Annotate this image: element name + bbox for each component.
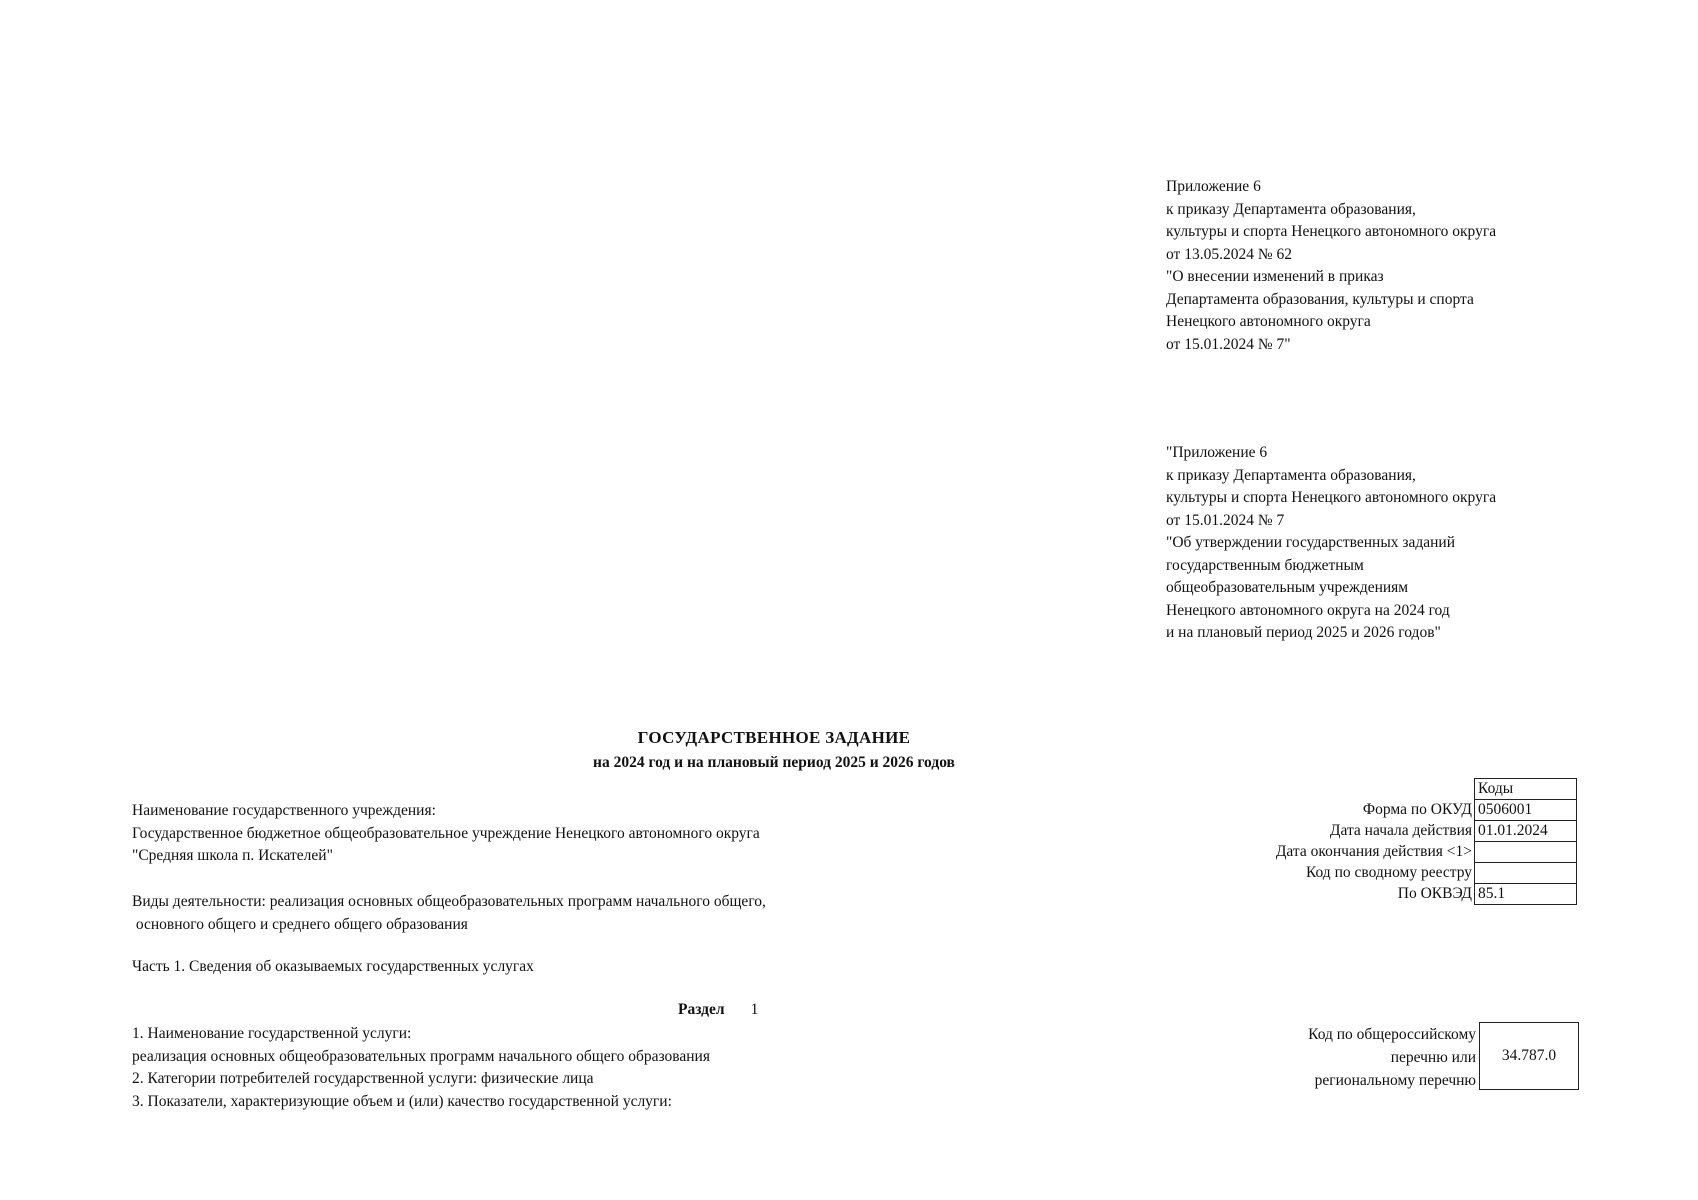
appendix-line: "Приложение 6 bbox=[1166, 444, 1268, 461]
appendix-line: общеобразовательным учреждениям bbox=[1166, 579, 1409, 596]
activities-block bbox=[132, 891, 766, 936]
institution-name: Государственное бюджетное общеобразовательное учреждение Ненецкого автономного округа bbox=[132, 824, 760, 842]
appendix-line: к приказу Департамента образования, bbox=[1166, 466, 1416, 484]
code-label: Дата окончания действия <1> bbox=[1275, 843, 1472, 860]
document-title: ГОСУДАРСТВЕННОЕ ЗАДАНИЕ bbox=[637, 728, 911, 747]
code-value: 85.1 bbox=[1475, 884, 1577, 905]
appendix-line: к приказу Департамента образования, bbox=[1166, 200, 1416, 218]
registry-code: 34.787.0 bbox=[1501, 1047, 1557, 1064]
appendix-line: культуры и спорта Ненецкого автономного округа bbox=[1166, 223, 1497, 240]
institution-block bbox=[132, 800, 760, 868]
appendix-line: "Об утверждении государственных заданий bbox=[1166, 534, 1456, 551]
institution-name-cont: "Средняя школа п. Искателей" bbox=[132, 847, 333, 864]
code-label: По ОКВЭД bbox=[1397, 885, 1472, 902]
code-label: Дата начала действия bbox=[1329, 822, 1472, 839]
appendix-line: и на плановый период 2025 и 2026 годов" bbox=[1166, 624, 1441, 641]
codes-table bbox=[1110, 778, 1577, 905]
section-number: 1 bbox=[750, 1001, 759, 1018]
code-row bbox=[1110, 821, 1577, 842]
appendix-line: "О внесении изменений в приказ bbox=[1166, 268, 1384, 285]
code-value bbox=[1475, 863, 1577, 884]
appendix-line: культуры и спорта Ненецкого автономного округа bbox=[1166, 489, 1497, 506]
registry-label-line: региональному перечню bbox=[1314, 1072, 1476, 1089]
appendix-line: от 13.05.2024 № 62 bbox=[1166, 245, 1292, 263]
appendix-line: Департамента образования, культуры и спорта bbox=[1166, 290, 1474, 308]
activities-line: основного общего и среднего общего образования bbox=[132, 915, 468, 933]
appendix-line: Ненецкого автономного округа на 2024 год bbox=[1166, 601, 1450, 619]
service-info-block bbox=[132, 1023, 710, 1113]
indicators-heading: 3. Показатели, характеризующие объем и (или) качество государственной услуги: bbox=[132, 1092, 672, 1110]
appendix-line: от 15.01.2024 № 7 bbox=[1166, 511, 1285, 529]
appendix-line: Ненецкого автономного округа bbox=[1166, 313, 1371, 330]
registry-label-line: Код по общероссийскому bbox=[1308, 1026, 1476, 1043]
registry-label-line: перечню или bbox=[1390, 1049, 1476, 1066]
appendix-line: Приложение 6 bbox=[1166, 178, 1261, 195]
institution-label: Наименование государственного учреждения: bbox=[132, 802, 436, 819]
code-row bbox=[1110, 842, 1577, 863]
section-label: Раздел bbox=[678, 1001, 725, 1018]
codes-header-row bbox=[1110, 779, 1577, 800]
registry-label bbox=[1190, 1023, 1476, 1092]
codes-header: Коды bbox=[1475, 779, 1577, 800]
code-row bbox=[1110, 863, 1577, 884]
consumer-categories: 2. Категории потребителей государственной услуги: физические лица bbox=[132, 1070, 594, 1087]
appendix-original-header bbox=[1166, 442, 1496, 645]
registry-code-box bbox=[1479, 1022, 1579, 1090]
code-label: Форма по ОКУД bbox=[1362, 801, 1472, 818]
code-label: Код по сводному реестру bbox=[1305, 864, 1472, 881]
section-heading bbox=[678, 1001, 758, 1019]
code-value: 01.01.2024 bbox=[1475, 821, 1577, 842]
code-row bbox=[1110, 884, 1577, 905]
service-name-label: 1. Наименование государственной услуги: bbox=[132, 1025, 412, 1042]
activities-line: Виды деятельности: реализация основных общеобразовательных программ начального общего, bbox=[132, 893, 766, 910]
appendix-line: от 15.01.2024 № 7" bbox=[1166, 335, 1291, 353]
code-value: 0506001 bbox=[1475, 800, 1577, 821]
appendix-line: государственным бюджетным bbox=[1166, 556, 1364, 574]
service-name: реализация основных общеобразовательных программ начального общего образования bbox=[132, 1047, 710, 1065]
appendix-current-header bbox=[1166, 176, 1496, 356]
part-one-heading: Часть 1. Сведения об оказываемых государственных услугах bbox=[132, 958, 534, 975]
document-subtitle: на 2024 год и на плановый период 2025 и 2026 годов bbox=[593, 754, 955, 771]
code-row bbox=[1110, 800, 1577, 821]
code-value bbox=[1475, 842, 1577, 863]
